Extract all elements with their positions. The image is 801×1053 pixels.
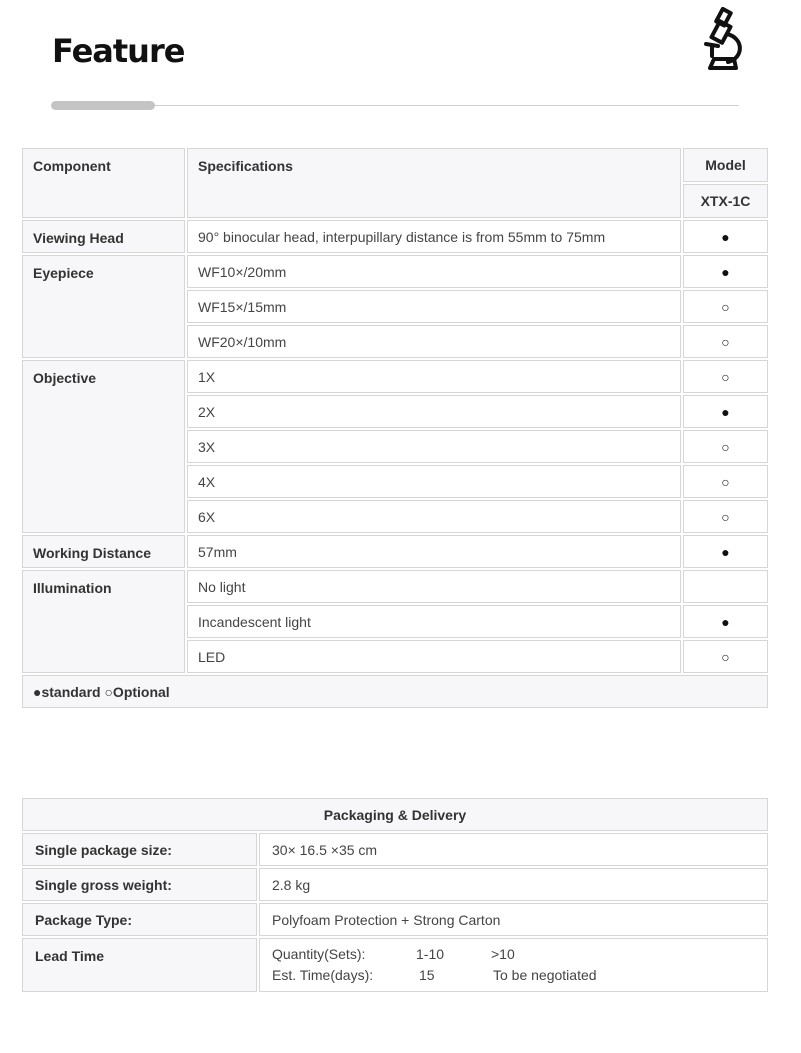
mark-cell: ○ bbox=[683, 500, 768, 533]
spec-table bbox=[20, 146, 770, 710]
table-row bbox=[22, 903, 768, 936]
spec-cell: WF20×/10mm bbox=[187, 325, 681, 358]
header-model: Model bbox=[683, 148, 768, 182]
divider-accent bbox=[51, 101, 155, 110]
lead-time-label: Lead Time bbox=[22, 938, 257, 992]
component-cell: Viewing Head bbox=[22, 220, 185, 253]
time-value-2: To be negotiated bbox=[493, 967, 597, 983]
mark-cell bbox=[683, 570, 768, 603]
legend-note: ●standard ○Optional bbox=[22, 675, 768, 708]
table-row bbox=[22, 868, 768, 901]
mark-cell: ○ bbox=[683, 430, 768, 463]
packaging-label: Single gross weight: bbox=[22, 868, 257, 901]
packaging-value: Polyfoam Protection + Strong Carton bbox=[259, 903, 768, 936]
page-title: Feature bbox=[52, 32, 185, 70]
mark-cell: ● bbox=[683, 220, 768, 253]
spec-cell: 57mm bbox=[187, 535, 681, 568]
mark-cell: ○ bbox=[683, 360, 768, 393]
table-row bbox=[22, 570, 768, 603]
spec-cell: 2X bbox=[187, 395, 681, 428]
spec-cell: 4X bbox=[187, 465, 681, 498]
mark-cell: ● bbox=[683, 255, 768, 288]
lead-time-value bbox=[259, 938, 768, 992]
component-cell: Working Distance bbox=[22, 535, 185, 568]
mark-cell: ● bbox=[683, 535, 768, 568]
quantity-range-1: 1-10 bbox=[416, 946, 445, 962]
table-row bbox=[22, 938, 768, 992]
mark-cell: ● bbox=[683, 395, 768, 428]
packaging-label: Single package size: bbox=[22, 833, 257, 866]
spec-cell: 1X bbox=[187, 360, 681, 393]
microscope-icon bbox=[700, 6, 746, 72]
spec-cell: WF10×/20mm bbox=[187, 255, 681, 288]
lead-time-quantity-row bbox=[272, 944, 755, 965]
mark-cell: ○ bbox=[683, 290, 768, 323]
component-cell: Illumination bbox=[22, 570, 185, 673]
spec-cell: 90° binocular head, interpupillary distance is from 55mm to 75mm bbox=[187, 220, 681, 253]
spec-cell: WF15×/15mm bbox=[187, 290, 681, 323]
spec-cell: LED bbox=[187, 640, 681, 673]
mark-cell: ○ bbox=[683, 640, 768, 673]
packaging-table bbox=[20, 796, 770, 994]
spec-cell: No light bbox=[187, 570, 681, 603]
packaging-caption: Packaging & Delivery bbox=[22, 798, 768, 831]
packaging-label: Package Type: bbox=[22, 903, 257, 936]
table-row bbox=[22, 255, 768, 288]
mark-cell: ○ bbox=[683, 325, 768, 358]
header-model-name: XTX-1C bbox=[683, 184, 768, 218]
table-row bbox=[22, 220, 768, 253]
header-component: Component bbox=[22, 148, 185, 218]
component-cell: Objective bbox=[22, 360, 185, 533]
mark-cell: ○ bbox=[683, 465, 768, 498]
component-cell: Eyepiece bbox=[22, 255, 185, 358]
spec-cell: Incandescent light bbox=[187, 605, 681, 638]
spec-cell: 6X bbox=[187, 500, 681, 533]
quantity-range-2: >10 bbox=[491, 946, 515, 962]
table-row bbox=[22, 535, 768, 568]
lead-time-days-row bbox=[272, 965, 755, 986]
mark-cell: ● bbox=[683, 605, 768, 638]
spec-cell: 3X bbox=[187, 430, 681, 463]
packaging-value: 2.8 kg bbox=[259, 868, 768, 901]
time-label: Est. Time(days): bbox=[272, 967, 374, 983]
table-row bbox=[22, 833, 768, 866]
time-value-1: 15 bbox=[419, 967, 435, 983]
packaging-value: 30× 16.5 ×35 cm bbox=[259, 833, 768, 866]
legend-row bbox=[22, 675, 768, 708]
header-specifications: Specifications bbox=[187, 148, 681, 218]
table-row bbox=[22, 360, 768, 393]
quantity-label: Quantity(Sets): bbox=[272, 946, 366, 962]
